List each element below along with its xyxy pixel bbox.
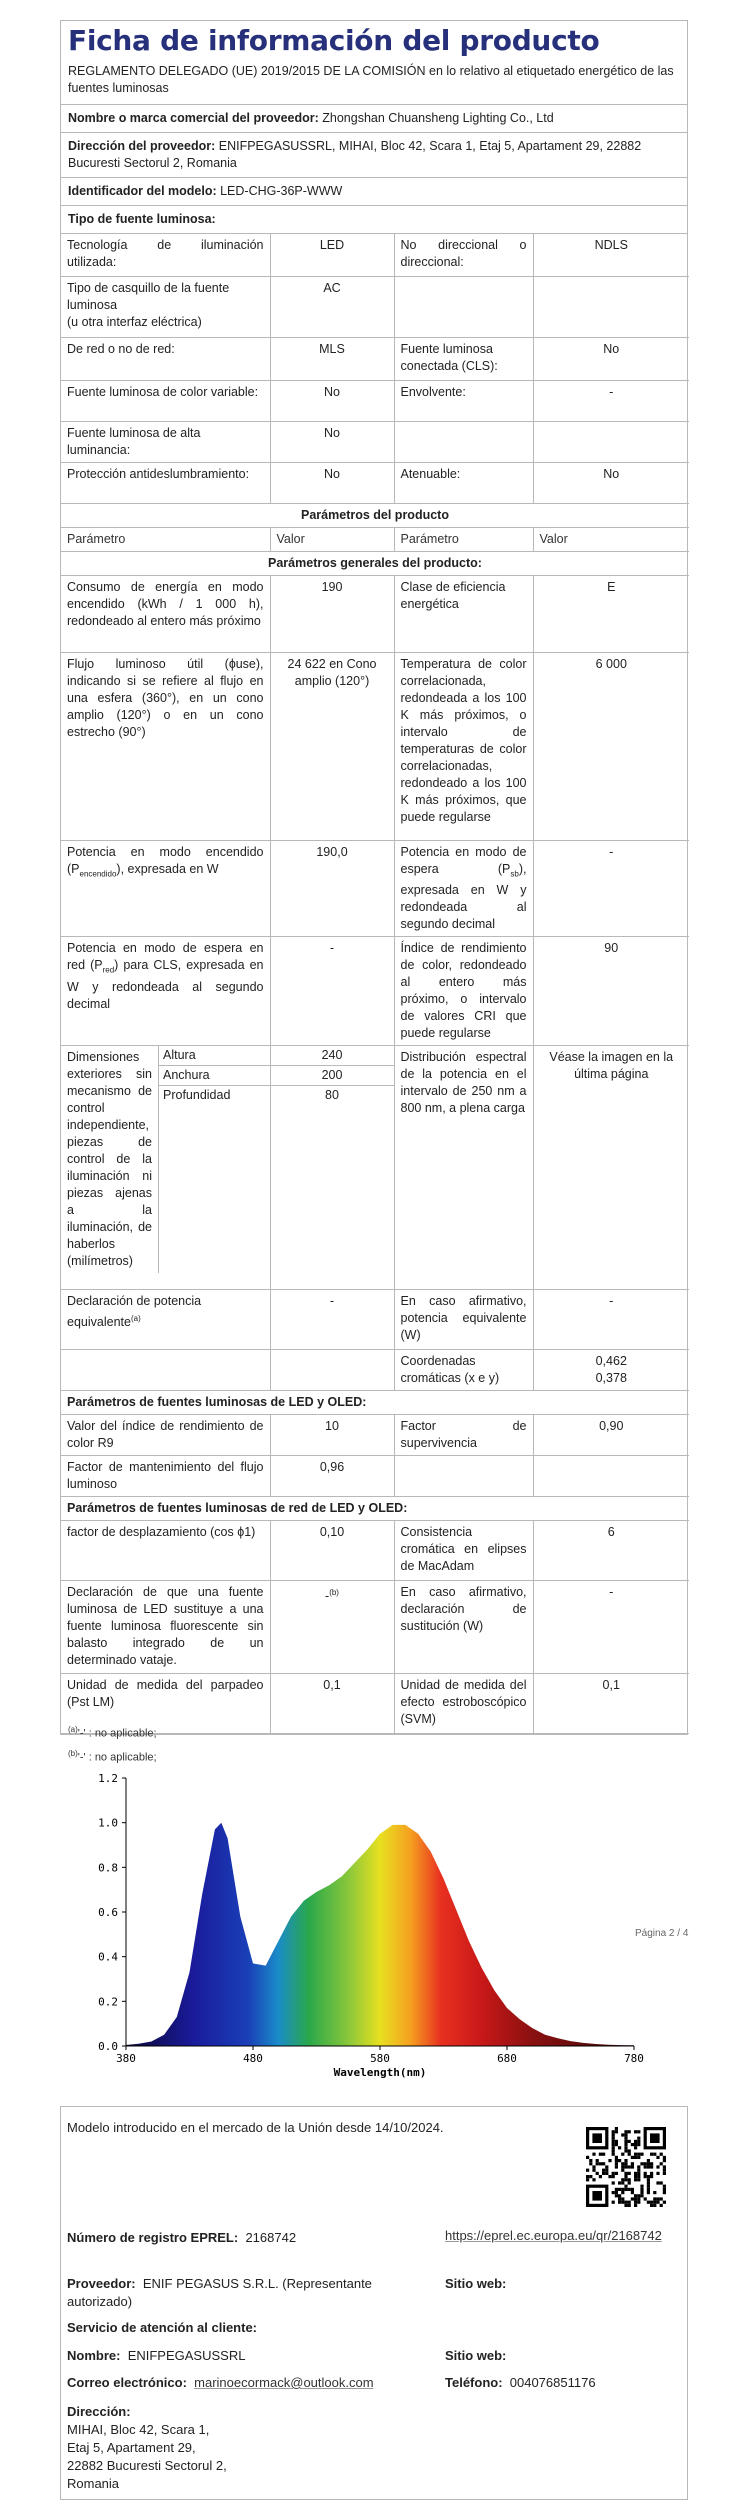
param-value	[533, 276, 689, 337]
param-label: Potencia en modo de espera en red $(P_{red})$ para CLS, expresada en W y redondeada al segundo decimal	[61, 937, 270, 1046]
supplier-name-row	[61, 105, 687, 133]
x-axis-label: Wavelength(nm)	[333, 2066, 427, 2079]
param-label: Unidad de medida del efecto estroboscópico (SVM)	[394, 1674, 533, 1734]
table-row	[61, 575, 689, 652]
name-row: Nombre: ENIFPEGASUSSRL	[67, 2348, 246, 2363]
param-value: No	[533, 337, 689, 380]
param-value: 0,462 0,378	[533, 1350, 689, 1391]
dimensions-names	[159, 1046, 270, 1273]
empty-cell	[394, 1456, 533, 1497]
table-row	[61, 462, 689, 503]
param-value: 10	[270, 1415, 394, 1456]
param-value: NDLS	[533, 234, 689, 276]
y-tick-label: 0.4	[98, 1950, 118, 1964]
param-label: Clase de eficiencia energética	[394, 575, 533, 652]
param-value: 0,96	[270, 1456, 394, 1497]
param-label: Tecnología de iluminación utilizada:	[61, 234, 270, 276]
model-value: LED-CHG-36P-WWW	[220, 184, 343, 198]
param-label: Temperatura de color correlacionada, redondeada a los 100 K más próximos, o intervalo de temperaturas de color correlacionadas, redondeado a los 100 K más próximos, que puede regularse	[394, 652, 533, 840]
model-label: Identificador del modelo:	[68, 184, 217, 198]
table-row	[61, 1415, 689, 1456]
param-value: LED	[270, 234, 394, 276]
table-row	[61, 234, 689, 276]
table-row	[61, 1290, 689, 1350]
param-value: 6	[533, 1521, 689, 1581]
y-tick-label: 1.2	[98, 1772, 118, 1785]
param-value: 24 622 en Cono amplio (120°)	[270, 652, 394, 840]
supplier-name-label: Nombre o marca comercial del proveedor:	[68, 111, 319, 125]
table-row	[61, 421, 689, 462]
source-type-table	[61, 234, 689, 1734]
param-label: De red o no de red:	[61, 337, 270, 380]
param-value: Véase la imagen en la última página	[533, 1046, 689, 1290]
x-tick-label: 680	[497, 2052, 517, 2065]
column-header-row	[61, 527, 689, 551]
address-lines: MIHAI, Bloc 42, Scara 1, Etaj 5, Apartament 29, 22882 Bucuresti Sectorul 2, Romania	[67, 2422, 227, 2491]
model-row	[61, 178, 687, 206]
x-tick-label: 780	[624, 2052, 644, 2065]
dimensions-cell	[61, 1046, 270, 1290]
param-value: -$^{(b)}$	[270, 1581, 394, 1674]
param-value: AC	[270, 276, 394, 337]
dim-name: Altura	[159, 1046, 270, 1066]
param-label: Valor del índice de rendimiento de color R9	[61, 1415, 270, 1456]
param-value: -	[270, 937, 394, 1046]
param-label: Atenuable:	[394, 462, 533, 503]
supplier-address-row	[61, 133, 687, 178]
param-label: Índice de rendimiento de color, redondeado al entero más próximo, o intervalo de valores CRI que puede regularse	[394, 937, 533, 1046]
y-tick-label: 0.2	[98, 1995, 118, 2009]
param-value: No	[270, 380, 394, 421]
section-heading: Parámetros del producto	[61, 503, 689, 527]
page-number: Página 2 / 4	[635, 1928, 689, 1939]
param-label: No direccional o direccional:	[394, 234, 533, 276]
param-label: Fuente luminosa conectada (CLS):	[394, 337, 533, 380]
table-row	[61, 1581, 689, 1674]
spectral-distribution-chart	[60, 1768, 660, 2098]
param-label: Tipo de casquillo de la fuente luminosa (u otra interfaz eléctrica)	[61, 276, 270, 337]
section-heading: Parámetros de fuentes luminosas de red de LED y OLED:	[61, 1497, 689, 1521]
param-label: Fuente luminosa de alta luminancia:	[61, 421, 270, 462]
x-tick-label: 580	[370, 2052, 390, 2065]
param-value: MLS	[270, 337, 394, 380]
dim-name: Profundidad	[163, 1088, 231, 1102]
supplier-address-label: Dirección del proveedor:	[68, 139, 216, 153]
registry-box	[60, 2106, 688, 2500]
table-row	[61, 380, 689, 421]
param-label	[394, 276, 533, 337]
eprel-row: Número de registro EPREL: 2168742	[67, 2230, 297, 2245]
spectrum-area	[126, 1823, 634, 2046]
table-row	[61, 337, 689, 380]
param-value: 0,1	[270, 1674, 394, 1734]
column-header-value: Valor	[270, 527, 394, 551]
dim-name: Anchura	[159, 1066, 270, 1086]
param-value: 6 000	[533, 652, 689, 840]
dim-value: 240	[271, 1046, 394, 1066]
table-row	[61, 840, 689, 937]
param-label: Flujo luminoso útil (ɸuse), indicando si se refiere al flujo en una esfera (360°), en un cono amplio (120°) o en un cono estrecho (90°)	[61, 652, 270, 840]
y-tick-label: 1.0	[98, 1816, 118, 1830]
website2-label: Sitio web:	[445, 2348, 507, 2363]
email-row: Correo electrónico: marinoecormack@outlook.com	[67, 2375, 374, 2390]
footnotes	[68, 1720, 157, 1767]
param-label: Declaración de potencia equivalente$^{(a)}$	[61, 1290, 270, 1350]
param-label: Factor de supervivencia	[394, 1415, 533, 1456]
param-label: Potencia en modo encendido $(P_{encendido})$, expresada en W	[61, 840, 270, 937]
table-row	[61, 276, 689, 337]
param-value: 0,10	[270, 1521, 394, 1581]
dimensions-values	[270, 1046, 394, 1290]
column-header-param: Parámetro	[394, 527, 533, 551]
website-label: Sitio web:	[445, 2276, 507, 2291]
param-value: -	[533, 380, 689, 421]
param-value: 90	[533, 937, 689, 1046]
provider-row: Proveedor: ENIF PEGASUS S.R.L. (Representante autorizado)	[67, 2276, 372, 2309]
section-heading: Parámetros generales del producto:	[61, 551, 689, 575]
table-row	[61, 1456, 689, 1497]
supplier-name-value: Zhongshan Chuansheng Lighting Co., Ltd	[322, 111, 554, 125]
empty-cell	[61, 1350, 270, 1391]
param-label: Declaración de que una fuente luminosa de LED sustituye a una fuente luminosa fluorescente sin balasto integrado de un determinado vataje.	[61, 1581, 270, 1674]
supplier-address-value: ENIFPEGASUSSRL, MIHAI, Bloc 42, Scara 1, Etaj 5, Apartament 29, 22882 Bucuresti Sectorul 2, Romania	[68, 139, 642, 170]
source-type-heading: Tipo de fuente luminosa:	[61, 206, 687, 234]
param-value: E	[533, 575, 689, 652]
dimensions-label: Dimensiones exteriores sin mecanismo de control independiente, piezas de control de la iluminación ni piezas ajenas a la iluminación, de haberlos (milímetros)	[61, 1046, 159, 1273]
param-value: No	[533, 462, 689, 503]
param-label: Unidad de medida del parpadeo (Pst LM)	[61, 1674, 270, 1734]
page-title: Ficha de información del producto	[68, 24, 600, 57]
table-row	[61, 1046, 689, 1290]
column-header-value: Valor	[533, 527, 689, 551]
param-label: Distribución espectral de la potencia en el intervalo de 250 nm a 800 nm, a plena carga	[394, 1046, 533, 1290]
param-value: No	[270, 462, 394, 503]
param-value: -	[270, 1290, 394, 1350]
table-row	[61, 937, 689, 1046]
param-label: Factor de mantenimiento del flujo luminoso	[61, 1456, 270, 1497]
footnote-a: $^{(a)}$'-' : no aplicable;	[68, 1725, 157, 1740]
y-tick-label: 0.0	[98, 2040, 118, 2053]
param-label: Potencia en modo de espera $(P_{sb})$, expresada en W y redondeada al segundo decimal	[394, 840, 533, 937]
table-row	[61, 1521, 689, 1581]
param-label: Consistencia cromática en elipses de MacAdam	[394, 1521, 533, 1581]
market-intro: Modelo introducido en el mercado de la Unión desde 14/10/2024.	[67, 2120, 444, 2135]
empty-cell	[533, 1456, 689, 1497]
param-value: 0,90	[533, 1415, 689, 1456]
param-value: 0,1	[533, 1674, 689, 1734]
empty-cell	[270, 1350, 394, 1391]
param-value: -	[533, 1290, 689, 1350]
x-tick-label: 380	[116, 2052, 136, 2065]
phone-row: Teléfono: 004076851176	[445, 2375, 596, 2390]
x-tick-label: 480	[243, 2052, 263, 2065]
y-tick-label: 0.8	[98, 1861, 118, 1875]
param-value: -	[533, 1581, 689, 1674]
dim-value: 80	[325, 1088, 339, 1102]
column-header-param: Parámetro	[61, 527, 270, 551]
param-value: 190	[270, 575, 394, 652]
param-value	[533, 421, 689, 462]
param-value: No	[270, 421, 394, 462]
footnote-b: $^{(b)}$'-' : no aplicable;	[68, 1748, 157, 1764]
param-label: En caso afirmativo, declaración de sustitución (W)	[394, 1581, 533, 1674]
eprel-link[interactable]: https://eprel.ec.europa.eu/qr/2168742	[445, 2228, 662, 2243]
product-info-sheet	[60, 20, 688, 1735]
address-label: Dirección:	[67, 2404, 131, 2419]
email-link[interactable]: marinoecormack@outlook.com	[194, 2375, 374, 2390]
param-label: Protección antideslumbramiento:	[61, 462, 270, 503]
param-value: -	[533, 840, 689, 937]
regulation-text: REGLAMENTO DELEGADO (UE) 2019/2015 DE LA COMISIÓN en lo relativo al etiquetado energético de las fuentes luminosas	[61, 61, 687, 105]
param-label	[394, 421, 533, 462]
table-row	[61, 652, 689, 840]
param-value: 190,0	[270, 840, 394, 937]
param-label: Fuente luminosa de color variable:	[61, 380, 270, 421]
dim-value: 200	[271, 1066, 394, 1086]
qr-code-icon[interactable]	[586, 2127, 666, 2207]
param-label: factor de desplazamiento (cos ϕ1)	[61, 1521, 270, 1581]
param-label: Consumo de energía en modo encendido (kWh / 1 000 h), redondeado al entero más próximo	[61, 575, 270, 652]
y-tick-label: 0.6	[98, 1906, 118, 1919]
section-heading: Parámetros de fuentes luminosas de LED y OLED:	[61, 1391, 689, 1415]
param-label: Envolvente:	[394, 380, 533, 421]
param-label: En caso afirmativo, potencia equivalente (W)	[394, 1290, 533, 1350]
table-row	[61, 1350, 689, 1391]
service-heading: Servicio de atención al cliente:	[67, 2320, 258, 2335]
param-label: Coordenadas cromáticas (x e y)	[394, 1350, 533, 1391]
